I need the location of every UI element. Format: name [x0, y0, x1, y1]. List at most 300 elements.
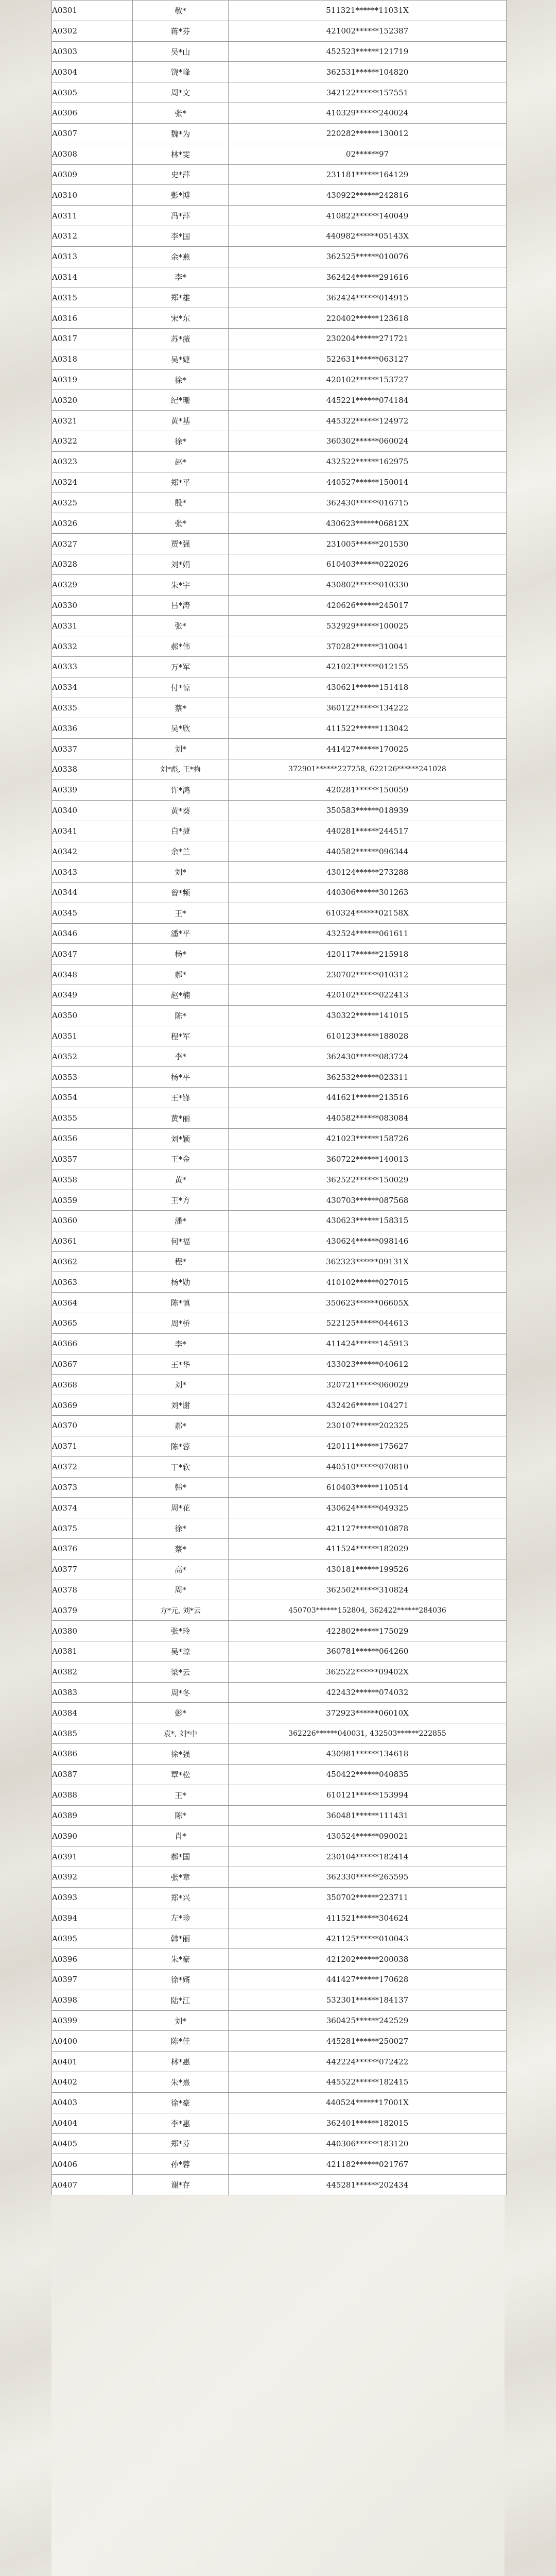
table-row [52, 1436, 507, 1456]
holder-name-cell: 杨* [133, 944, 229, 964]
holder-name-cell: 蒋*芬 [133, 21, 229, 41]
id-number-cell: 450422******040835 [229, 1764, 507, 1785]
record-id-cell: A0331 [52, 616, 133, 636]
record-id-cell: A0368 [52, 1375, 133, 1395]
record-id-cell: A0326 [52, 513, 133, 534]
record-id-cell: A0364 [52, 1293, 133, 1313]
record-id-cell: A0401 [52, 2052, 133, 2072]
id-number-cell: 522125******044613 [229, 1313, 507, 1334]
holder-name-cell: 余*燕 [133, 246, 229, 267]
record-id-cell: A0329 [52, 574, 133, 595]
record-id-cell: A0352 [52, 1046, 133, 1067]
table-row [52, 2154, 507, 2175]
id-number-cell: 430624******049325 [229, 1498, 507, 1518]
holder-name-cell: 林*雯 [133, 144, 229, 164]
table-row [52, 246, 507, 267]
record-id-cell: A0377 [52, 1559, 133, 1580]
holder-name-cell: 彭*博 [133, 185, 229, 206]
table-row [52, 1395, 507, 1416]
table-row [52, 1826, 507, 1846]
table-row [52, 226, 507, 246]
holder-name-cell: 李* [133, 1046, 229, 1067]
id-number-cell: 440281******244517 [229, 821, 507, 841]
holder-name-cell: 黄*基 [133, 411, 229, 431]
table-row [52, 554, 507, 574]
table-row [52, 1456, 507, 1477]
holder-name-cell: 方*元, 刘*云 [133, 1600, 229, 1621]
holder-name-cell: 杨*平 [133, 1067, 229, 1088]
id-number-cell: 362424******291616 [229, 267, 507, 287]
id-number-cell: 440524******17001X [229, 2092, 507, 2113]
id-number-cell: 532929******100025 [229, 616, 507, 636]
id-number-cell: 420111******175627 [229, 1436, 507, 1456]
record-id-cell: A0369 [52, 1395, 133, 1416]
holder-name-cell: 徐* [133, 369, 229, 390]
table-row [52, 1108, 507, 1128]
table-row [52, 1703, 507, 1723]
table-row [52, 779, 507, 800]
holder-name-cell: 殷* [133, 493, 229, 513]
record-id-cell: A0353 [52, 1067, 133, 1088]
holder-name-cell: 宋*东 [133, 308, 229, 329]
table-row [52, 1005, 507, 1026]
record-id-cell: A0335 [52, 698, 133, 718]
table-row [52, 616, 507, 636]
table-row [52, 1375, 507, 1395]
id-number-cell: 422802******175029 [229, 1621, 507, 1641]
id-number-cell: 372901******227258, 622126******241028 [229, 759, 507, 780]
holder-name-cell: 陈*慎 [133, 1293, 229, 1313]
holder-name-cell: 王*金 [133, 1149, 229, 1170]
holder-name-cell: 白*捷 [133, 821, 229, 841]
table-row [52, 2092, 507, 2113]
record-id-cell: A0362 [52, 1251, 133, 1272]
table-row [52, 1251, 507, 1272]
record-id-cell: A0323 [52, 451, 133, 472]
record-id-cell: A0306 [52, 103, 133, 124]
id-number-cell: 360481******111431 [229, 1805, 507, 1826]
table-row [52, 1641, 507, 1662]
holder-name-cell: 徐*婿 [133, 1970, 229, 1990]
record-id-cell: A0303 [52, 41, 133, 62]
holder-name-cell: 赵* [133, 451, 229, 472]
holder-name-cell: 李* [133, 267, 229, 287]
table-row [52, 451, 507, 472]
record-id-cell: A0307 [52, 123, 133, 144]
table-row [52, 369, 507, 390]
id-number-cell: 420102******153727 [229, 369, 507, 390]
record-id-cell: A0359 [52, 1190, 133, 1211]
holder-name-cell: 饶*峰 [133, 62, 229, 82]
table-row [52, 287, 507, 308]
holder-name-cell: 彭* [133, 1703, 229, 1723]
id-number-cell: 230104******182414 [229, 1846, 507, 1867]
holder-name-cell: 史*萍 [133, 164, 229, 185]
record-id-cell: A0317 [52, 329, 133, 349]
record-id-cell: A0366 [52, 1333, 133, 1354]
record-id-cell: A0339 [52, 779, 133, 800]
id-number-cell: 442224******072422 [229, 2052, 507, 2072]
table-row [52, 1662, 507, 1682]
table-row [52, 431, 507, 452]
holder-name-cell: 郑*平 [133, 472, 229, 493]
holder-name-cell: 万*军 [133, 657, 229, 677]
id-number-cell: 440510******070810 [229, 1456, 507, 1477]
record-id-cell: A0370 [52, 1416, 133, 1436]
holder-name-cell: 丁*软 [133, 1456, 229, 1477]
holder-name-cell: 敬* [133, 1, 229, 21]
table-row [52, 1190, 507, 1211]
id-number-cell: 610324******02158X [229, 903, 507, 923]
record-id-cell: A0337 [52, 739, 133, 759]
id-number-cell: 430181******199526 [229, 1559, 507, 1580]
table-row [52, 964, 507, 985]
record-id-cell: A0390 [52, 1826, 133, 1846]
table-row [52, 944, 507, 964]
table-row [52, 1210, 507, 1231]
holder-name-cell: 郝*伟 [133, 636, 229, 657]
id-number-cell: 350623******06605X [229, 1293, 507, 1313]
table-row [52, 1867, 507, 1887]
holder-name-cell: 陈* [133, 1005, 229, 1026]
holder-name-cell: 吴*琼 [133, 1641, 229, 1662]
table-row [52, 595, 507, 616]
record-id-cell: A0404 [52, 2113, 133, 2133]
table-row [52, 1149, 507, 1170]
table-row [52, 1970, 507, 1990]
record-id-cell: A0305 [52, 82, 133, 103]
table-row [52, 1538, 507, 1559]
id-number-cell: 362531******104820 [229, 62, 507, 82]
id-number-cell: 421125******010043 [229, 1928, 507, 1949]
id-number-cell: 430981******134618 [229, 1744, 507, 1765]
id-number-cell: 421023******012155 [229, 657, 507, 677]
holder-name-cell: 陈*佳 [133, 2031, 229, 2052]
table-row [52, 1887, 507, 1908]
id-number-cell: 440582******096344 [229, 841, 507, 862]
holder-name-cell: 孙*蓉 [133, 2154, 229, 2175]
holder-name-cell: 王* [133, 903, 229, 923]
id-number-cell: 450703******152804, 362422******284036 [229, 1600, 507, 1621]
holder-name-cell: 高* [133, 1559, 229, 1580]
holder-name-cell: 陈*蓉 [133, 1436, 229, 1456]
record-id-cell: A0376 [52, 1538, 133, 1559]
record-id-cell: A0356 [52, 1128, 133, 1149]
id-number-cell: 430623******158315 [229, 1210, 507, 1231]
record-id-cell: A0322 [52, 431, 133, 452]
record-id-cell: A0375 [52, 1518, 133, 1539]
holder-name-cell: 肖* [133, 1826, 229, 1846]
record-id-cell: A0313 [52, 246, 133, 267]
id-number-cell: 430703******087568 [229, 1190, 507, 1211]
record-id-cell: A0363 [52, 1272, 133, 1293]
id-number-cell: 445221******074184 [229, 390, 507, 411]
record-id-cell: A0311 [52, 206, 133, 226]
table-row [52, 1580, 507, 1600]
record-id-cell: A0381 [52, 1641, 133, 1662]
record-id-cell: A0379 [52, 1600, 133, 1621]
table-row [52, 390, 507, 411]
table-row [52, 985, 507, 1006]
id-number-cell: 432426******104271 [229, 1395, 507, 1416]
holder-name-cell: 吴*山 [133, 41, 229, 62]
background-decoration-right [505, 0, 556, 2576]
id-number-cell: 360722******140013 [229, 1149, 507, 1170]
table-row [52, 800, 507, 821]
record-id-cell: A0341 [52, 821, 133, 841]
id-number-cell: 411521******304624 [229, 1908, 507, 1928]
id-number-cell: 362430******016715 [229, 493, 507, 513]
holder-name-cell: 程*军 [133, 1026, 229, 1046]
record-id-cell: A0384 [52, 1703, 133, 1723]
holder-name-cell: 杨*勋 [133, 1272, 229, 1293]
record-id-cell: A0320 [52, 390, 133, 411]
holder-name-cell: 韩* [133, 1477, 229, 1498]
table-row [52, 164, 507, 185]
holder-name-cell: 郝* [133, 964, 229, 985]
id-number-cell: 441621******213516 [229, 1088, 507, 1108]
id-number-cell: 362430******083724 [229, 1046, 507, 1067]
id-number-cell: 362226******040031, 432503******222855 [229, 1723, 507, 1744]
id-number-cell: 230204******271721 [229, 329, 507, 349]
holder-name-cell: 朱*熹 [133, 2072, 229, 2093]
table-row [52, 759, 507, 780]
id-number-cell: 421002******152387 [229, 21, 507, 41]
id-number-cell: 362401******182015 [229, 2113, 507, 2133]
holder-name-cell: 纪*珊 [133, 390, 229, 411]
table-row [52, 718, 507, 739]
id-number-cell: 421023******158726 [229, 1128, 507, 1149]
record-id-cell: A0406 [52, 2154, 133, 2175]
holder-name-cell: 吕*涛 [133, 595, 229, 616]
holder-name-cell: 张*玲 [133, 1621, 229, 1641]
holder-name-cell: 黄*葵 [133, 800, 229, 821]
record-id-cell: A0393 [52, 1887, 133, 1908]
holder-name-cell: 徐*豪 [133, 2092, 229, 2113]
table-row [52, 1559, 507, 1580]
id-number-cell: 430322******141015 [229, 1005, 507, 1026]
table-row [52, 2072, 507, 2093]
table-row [52, 1785, 507, 1805]
holder-name-cell: 刘* [133, 1375, 229, 1395]
record-id-cell: A0387 [52, 1764, 133, 1785]
table-row [52, 1046, 507, 1067]
record-id-cell: A0330 [52, 595, 133, 616]
records-table-body [52, 1, 507, 2195]
id-number-cell: 410329******240024 [229, 103, 507, 124]
holder-name-cell: 郝*国 [133, 1846, 229, 1867]
record-id-cell: A0360 [52, 1210, 133, 1231]
table-row [52, 472, 507, 493]
table-row [52, 267, 507, 287]
holder-name-cell: 刘*谢 [133, 1395, 229, 1416]
record-id-cell: A0310 [52, 185, 133, 206]
table-row [52, 21, 507, 41]
holder-name-cell: 王* [133, 1785, 229, 1805]
record-id-cell: A0394 [52, 1908, 133, 1928]
holder-name-cell: 潘*平 [133, 923, 229, 944]
table-row [52, 739, 507, 759]
record-id-cell: A0371 [52, 1436, 133, 1456]
holder-name-cell: 徐*强 [133, 1744, 229, 1765]
table-row [52, 882, 507, 903]
id-number-cell: 441427******170628 [229, 1970, 507, 1990]
holder-name-cell: 张*章 [133, 1867, 229, 1887]
id-number-cell: 421202******200038 [229, 1949, 507, 1970]
table-row [52, 2031, 507, 2052]
record-id-cell: A0338 [52, 759, 133, 780]
id-number-cell: 362532******023311 [229, 1067, 507, 1088]
table-row [52, 1231, 507, 1251]
id-number-cell: 440306******183120 [229, 2133, 507, 2154]
holder-name-cell: 付*惊 [133, 677, 229, 698]
id-number-cell: 411522******113042 [229, 718, 507, 739]
id-number-cell: 440306******301263 [229, 882, 507, 903]
id-number-cell: 532301******184137 [229, 1990, 507, 2010]
record-id-cell: A0402 [52, 2072, 133, 2093]
holder-name-cell: 何*福 [133, 1231, 229, 1251]
id-number-cell: 320721******060029 [229, 1375, 507, 1395]
id-number-cell: 440527******150014 [229, 472, 507, 493]
table-row [52, 1293, 507, 1313]
table-row [52, 903, 507, 923]
holder-name-cell: 吴*欣 [133, 718, 229, 739]
id-number-cell: 610403******022026 [229, 554, 507, 574]
id-number-cell: 360425******242529 [229, 2010, 507, 2031]
id-number-cell: 372923******06010X [229, 1703, 507, 1723]
id-number-cell: 511321******11031X [229, 1, 507, 21]
table-row [52, 123, 507, 144]
id-number-cell: 421127******010878 [229, 1518, 507, 1539]
table-row [52, 1908, 507, 1928]
holder-name-cell: 贾*强 [133, 534, 229, 554]
record-id-cell: A0343 [52, 862, 133, 883]
table-row [52, 841, 507, 862]
record-id-cell: A0400 [52, 2031, 133, 2052]
id-number-cell: 362522******09402X [229, 1662, 507, 1682]
record-id-cell: A0388 [52, 1785, 133, 1805]
record-id-cell: A0378 [52, 1580, 133, 1600]
table-row [52, 1, 507, 21]
table-row [52, 534, 507, 554]
record-id-cell: A0325 [52, 493, 133, 513]
table-row [52, 1744, 507, 1765]
id-number-cell: 432524******061611 [229, 923, 507, 944]
holder-name-cell: 刘* [133, 2010, 229, 2031]
holder-name-cell: 李*惠 [133, 2113, 229, 2133]
id-number-cell: 420281******150059 [229, 779, 507, 800]
record-id-cell: A0398 [52, 1990, 133, 2010]
id-number-cell: 440582******083084 [229, 1108, 507, 1128]
id-number-cell: 02******97 [229, 144, 507, 164]
holder-name-cell: 王*锋 [133, 1088, 229, 1108]
holder-name-cell: 周*花 [133, 1498, 229, 1518]
holder-name-cell: 黄* [133, 1170, 229, 1190]
holder-name-cell: 魏*为 [133, 123, 229, 144]
holder-name-cell: 陆*江 [133, 1990, 229, 2010]
record-id-cell: A0332 [52, 636, 133, 657]
record-id-cell: A0367 [52, 1354, 133, 1375]
holder-name-cell: 张* [133, 103, 229, 124]
holder-name-cell: 李* [133, 1333, 229, 1354]
holder-name-cell: 余*兰 [133, 841, 229, 862]
table-row [52, 1621, 507, 1641]
record-id-cell: A0315 [52, 287, 133, 308]
record-id-cell: A0382 [52, 1662, 133, 1682]
table-row [52, 41, 507, 62]
id-number-cell: 522631******063127 [229, 349, 507, 369]
holder-name-cell: 袁*, 刘*中 [133, 1723, 229, 1744]
holder-name-cell: 刘*娟 [133, 554, 229, 574]
table-row [52, 1928, 507, 1949]
table-row [52, 1272, 507, 1293]
holder-name-cell: 周*文 [133, 82, 229, 103]
id-number-cell: 420102******022413 [229, 985, 507, 1006]
record-id-cell: A0321 [52, 411, 133, 431]
table-row [52, 1990, 507, 2010]
table-row [52, 821, 507, 841]
holder-name-cell: 曾*频 [133, 882, 229, 903]
table-row [52, 698, 507, 718]
holder-name-cell: 刘*颖 [133, 1128, 229, 1149]
table-row [52, 574, 507, 595]
holder-name-cell: 徐* [133, 1518, 229, 1539]
table-row [52, 1518, 507, 1539]
record-id-cell: A0333 [52, 657, 133, 677]
table-row [52, 1416, 507, 1436]
record-id-cell: A0392 [52, 1867, 133, 1887]
holder-name-cell: 苏*薇 [133, 329, 229, 349]
table-row [52, 1067, 507, 1088]
table-row [52, 1128, 507, 1149]
record-id-cell: A0345 [52, 903, 133, 923]
table-row [52, 1313, 507, 1334]
holder-name-cell: 刘* [133, 739, 229, 759]
table-row [52, 493, 507, 513]
id-number-cell: 220402******123618 [229, 308, 507, 329]
table-row [52, 349, 507, 369]
table-row [52, 2113, 507, 2133]
id-number-cell: 230107******202325 [229, 1416, 507, 1436]
record-id-cell: A0374 [52, 1498, 133, 1518]
holder-name-cell: 郝* [133, 1416, 229, 1436]
holder-name-cell: 张* [133, 616, 229, 636]
id-number-cell: 350583******018939 [229, 800, 507, 821]
holder-name-cell: 左*珍 [133, 1908, 229, 1928]
holder-name-cell: 朱*豪 [133, 1949, 229, 1970]
table-row [52, 144, 507, 164]
id-number-cell: 410822******140049 [229, 206, 507, 226]
table-row [52, 677, 507, 698]
table-row [52, 1498, 507, 1518]
record-id-cell: A0347 [52, 944, 133, 964]
table-row [52, 62, 507, 82]
id-number-cell: 411524******182029 [229, 1538, 507, 1559]
holder-name-cell: 王*方 [133, 1190, 229, 1211]
holder-name-cell: 刘*彪, 王*梅 [133, 759, 229, 780]
holder-name-cell: 李*国 [133, 226, 229, 246]
id-number-cell: 610121******153994 [229, 1785, 507, 1805]
record-id-cell: A0385 [52, 1723, 133, 1744]
record-id-cell: A0316 [52, 308, 133, 329]
holder-name-cell: 冯*萍 [133, 206, 229, 226]
record-id-cell: A0301 [52, 1, 133, 21]
holder-name-cell: 林*惠 [133, 2052, 229, 2072]
id-number-cell: 610123******188028 [229, 1026, 507, 1046]
id-number-cell: 430621******151418 [229, 677, 507, 698]
id-number-cell: 430802******010330 [229, 574, 507, 595]
holder-name-cell: 朱*宇 [133, 574, 229, 595]
